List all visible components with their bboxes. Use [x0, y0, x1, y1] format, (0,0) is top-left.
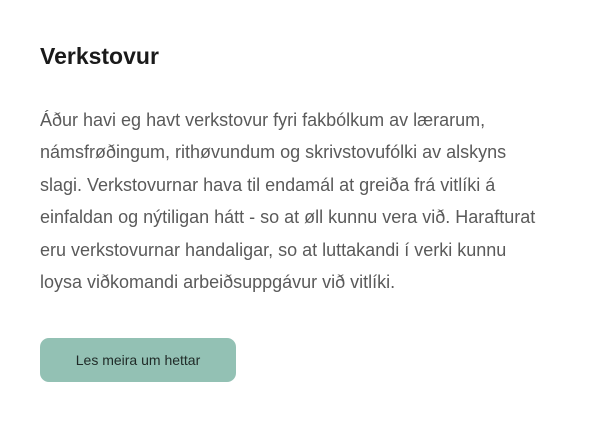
section-description: Áður havi eg havt verkstovur fyri fakbólkum av lærarum, námsfrøðingum, rithøvundum og skrivstovufólki av alskyns slagi. Verkstovurnar hava til endamál at greiða frá vitlíki á einfaldan og nýtiligan hátt - so at øll kunnu vera við. Harafturat eru verkstovurnar handaligar, so at luttakandi í verki kunnu loysa viðkomandi arbeiðsuppgávur við vitlíki.	[40, 110, 536, 293]
read-more-button[interactable]: Les meira um hettar	[40, 338, 236, 382]
section-title: Verkstovur	[40, 43, 159, 69]
